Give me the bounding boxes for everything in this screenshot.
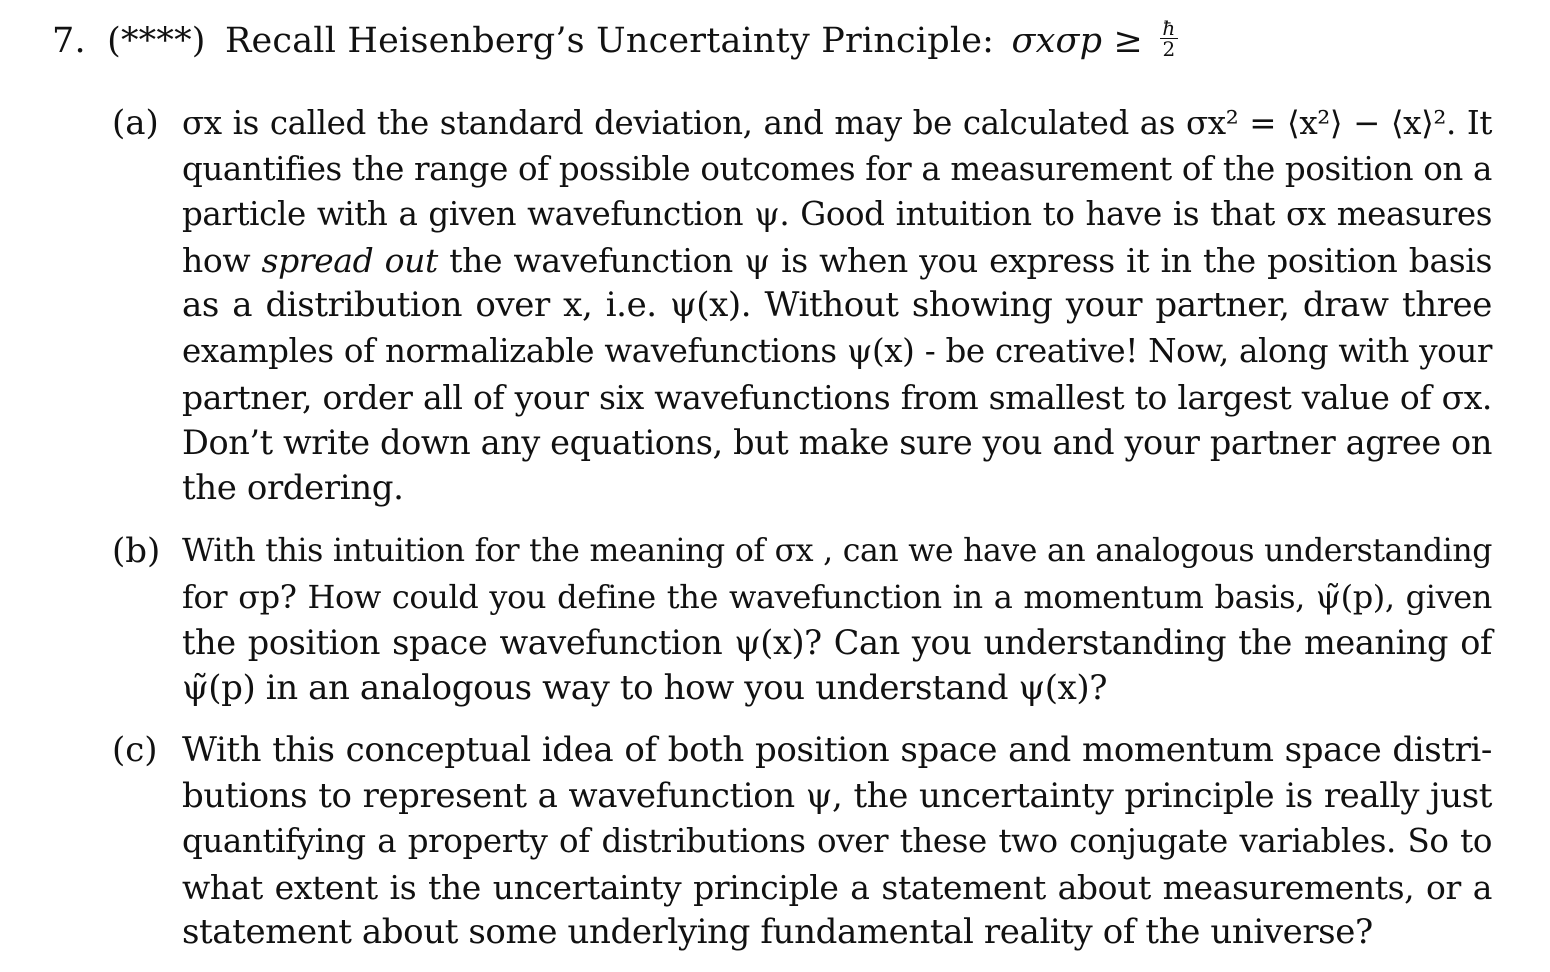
part-b-line: ψ̃(p) in an analogous way to how you understand ψ(x)?: [182, 667, 1108, 708]
part-a-body: [182, 101, 1492, 511]
hbar-over-two-fraction: [1160, 18, 1177, 59]
problem-number: 7.: [52, 21, 86, 61]
emphasis-spread-out: spread out: [261, 240, 438, 280]
part-b-line: the position space wavefunction ψ(x)? Can you understanding the meaning of: [182, 623, 1492, 663]
problem-title: Recall Heisenberg’s Uncertainty Principle:: [224, 21, 995, 61]
part-a-line: particle with a given wavefunction ψ. Good intuition to have is that σx measures: [182, 195, 1492, 234]
line-rest: the wavefunction ψ is when you express it in the position basis: [449, 240, 1492, 280]
fraction-denominator: 2: [1162, 37, 1176, 61]
part-a-line: σx is called the standard deviation, and may be calculated as σx² = ⟨x²⟩ − ⟨x⟩². It: [182, 104, 1492, 142]
problem-heading: [52, 16, 1178, 66]
part-c-line: quantifying a property of distributions over these two conjugate variables. So to: [182, 822, 1492, 861]
part-c-label: (c): [112, 730, 158, 770]
part-b-line: for σp? How could you define the wavefunction in a momentum basis, ψ̃(p), given: [182, 577, 1492, 616]
part-a-line: partner, order all of your six wavefunctions from smallest to largest value of σx.: [182, 377, 1492, 417]
part-a-line: as a distribution over x, i.e. ψ(x). Without showing your partner, draw three: [182, 285, 1492, 326]
difficulty-rating: (****): [107, 21, 206, 61]
part-c-line: statement about some underlying fundamental reality of the universe?: [182, 912, 1373, 953]
part-a-line: examples of normalizable wavefunctions ψ(x) - be creative! Now, along with your: [182, 331, 1492, 370]
fraction-numerator: ħ: [1162, 16, 1176, 40]
part-a-line-emphasis: [182, 238, 1492, 284]
part-b-label: (b): [112, 531, 161, 571]
line-prefix: how: [182, 240, 251, 280]
part-a-label: (a): [112, 103, 159, 143]
part-c-body: [182, 728, 1492, 956]
part-c-line: With this conceptual idea of both position space and momentum space distri-: [182, 730, 1492, 770]
part-b-body: [182, 529, 1492, 711]
uncertainty-inequality: σxσp ≥: [1011, 21, 1144, 61]
part-b-line: With this intuition for the meaning of σx , can we have an analogous understanding: [182, 533, 1492, 569]
part-a-line: quantifies the range of possible outcomes for a measurement of the position on a: [182, 149, 1492, 188]
part-c-line: butions to represent a wavefunction ψ, the uncertainty principle is really just: [182, 775, 1492, 816]
part-c-line: what extent is the uncertainty principle a statement about measurements, or a: [182, 867, 1492, 907]
part-a-line: the ordering.: [182, 467, 404, 508]
part-a-line: Don’t write down any equations, but make sure you and your partner agree on: [182, 423, 1492, 463]
